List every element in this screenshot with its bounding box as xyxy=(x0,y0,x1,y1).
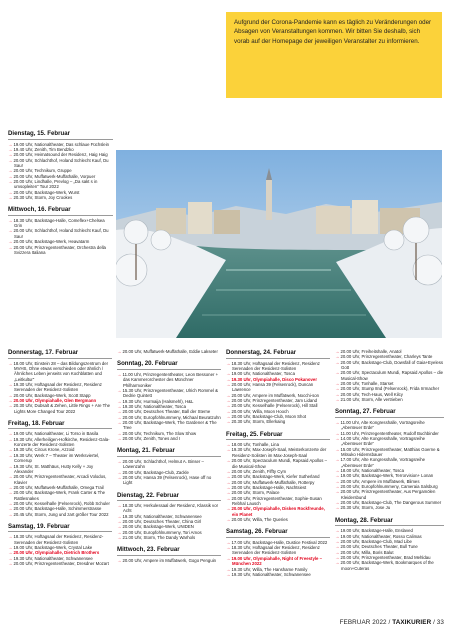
arrow-icon: → xyxy=(8,157,14,163)
event-item xyxy=(335,505,444,510)
event-text: 20.00 Uhr, Backstage-Club, Mad Libe xyxy=(340,538,412,544)
event-text: 19.30 Uhr, Hurmaija (Halsmehl), H&L xyxy=(122,398,194,404)
event-text: 20.00 Uhr, Muffatwerk-Muffathalle, Vorpuer xyxy=(13,173,96,179)
arrow-icon: → xyxy=(117,469,123,475)
arrow-icon: → xyxy=(335,446,341,452)
event-item xyxy=(335,370,444,381)
arrow-icon: → xyxy=(226,474,232,480)
event-text: 20.00 Uhr, Milla, Boris Balut xyxy=(340,549,394,555)
event-item xyxy=(8,403,112,414)
schedule-column-4 xyxy=(335,349,444,571)
event-text: 20.00 Uhr, Backstage-Club, Zackle xyxy=(122,469,189,475)
arrow-icon: → xyxy=(8,392,14,398)
event-text: 20.00 Uhr, Europfohlnummeny, Michaal Beuratzuhn xyxy=(122,414,221,420)
footer-brand: TAXIKURIER xyxy=(392,619,432,626)
arrow-icon: → xyxy=(8,447,14,453)
event-item xyxy=(335,397,444,402)
arrow-icon: → xyxy=(226,397,232,403)
event-item xyxy=(226,496,330,507)
event-text: 20.00 Uhr, Deutsches Theater, Bull Tune xyxy=(340,544,418,550)
event-text: 19.00 Uhr, Backstage-Werk, Terrorvision+ Lonan xyxy=(340,473,434,479)
event-item xyxy=(8,158,113,169)
day-heading: Freitag, 25. Februar xyxy=(226,431,330,441)
page-footer xyxy=(300,619,444,626)
arrow-icon: → xyxy=(226,442,232,448)
event-text: 17.00 Uhr, Alte Kongresshalle, Vortragsreihe „Abenteuer Erde“ xyxy=(340,457,426,468)
arrow-icon: → xyxy=(8,463,14,469)
event-text: 20.00 Uhr, Spectaculum Mundi, Rapsaid Apollos – die Musical-Show xyxy=(340,370,443,381)
event-text: 20.00 Uhr, Willa, The Queries xyxy=(231,516,288,522)
arrow-icon: → xyxy=(8,452,14,458)
arrow-icon: → xyxy=(8,189,14,195)
event-text: 20.00 Uhr, Tonhalle, Starset xyxy=(340,381,394,387)
footer-sep: / xyxy=(386,619,393,626)
event-item xyxy=(226,382,330,393)
event-text: 19.30 Uhr, Nationaltheater, Tosca xyxy=(122,403,186,409)
day-heading: Montag, 28. Februar xyxy=(335,517,444,527)
event-text: 20.00 Uhr, Backstage-Halle, Schimmerstrasse xyxy=(13,506,102,512)
arrow-icon: → xyxy=(117,398,123,404)
arrow-icon: → xyxy=(335,419,341,425)
arrow-icon: → xyxy=(335,505,341,511)
event-text: 20.00 Uhr, Storm, Palace xyxy=(231,490,280,496)
arrow-icon: → xyxy=(335,391,341,397)
arrow-icon: → xyxy=(117,503,123,509)
event-text: 20.00 Uhr, Backstage-Werk, Heavatarm xyxy=(13,239,90,245)
event-text: 20.00 Uhr, Freiheitshalle, Anatol xyxy=(340,349,402,354)
arrow-icon: → xyxy=(117,403,123,409)
event-text: 15.30 Uhr, Prinzregententheater, Ulrich Rommel & Dedrie Quintett xyxy=(122,387,219,399)
arrow-icon: → xyxy=(8,146,14,152)
event-text: 20.00 Uhr, Prinzregententheater, Charleys Tante xyxy=(340,354,433,360)
event-text: 20.00 Uhr, Heimatsound der Residenz, Haig Haig xyxy=(13,152,108,158)
event-text: 20.00 Uhr, Schlachthof, Holand Schlecht Kauf, Du Sau! xyxy=(13,157,109,168)
event-text: 14.00 Uhr, Alte Kongresshalle, Vortragsreihe „Abenteuer Erde“ xyxy=(340,435,426,447)
arrow-icon: → xyxy=(8,168,14,174)
day-heading: Mittwoch, 16. Februar xyxy=(8,206,113,216)
event-item xyxy=(226,458,330,469)
arrow-icon: → xyxy=(335,370,341,376)
arrow-icon: → xyxy=(335,430,341,436)
arrow-icon: → xyxy=(8,360,14,366)
event-item xyxy=(8,490,112,501)
arrow-icon: → xyxy=(117,557,123,563)
arrow-icon: → xyxy=(8,173,14,179)
event-item xyxy=(8,474,112,485)
event-text: 20.00 Uhr, Prinzregententheater, Sophie-Susan Rebhal Lausch xyxy=(231,495,322,506)
event-text: 19.00 Uhr, Backstage-Werk, Crystal Lake xyxy=(13,545,93,551)
event-text: 20.00 Uhr, Backstage-Club, The Dangerous Summer xyxy=(340,500,442,506)
event-text: 18.30 Uhr, Hoftagsaal der Residenz, Residenz Serenaden der Residenz-Solisten xyxy=(231,360,320,371)
day-heading: Dienstag, 15. Februar xyxy=(8,130,113,140)
arrow-icon: → xyxy=(8,403,14,409)
arrow-icon: → xyxy=(226,571,232,577)
arrow-icon: → xyxy=(226,495,232,501)
schedule-column-3 xyxy=(226,349,330,577)
arrow-icon: → xyxy=(117,474,123,480)
arrow-icon: → xyxy=(335,484,341,490)
event-text: 19.00 Uhr, Nationaltheater, Tosca xyxy=(231,371,295,377)
event-text: 20.00 Uhr, Backstage-Werk, Wurst xyxy=(13,189,80,195)
event-text: 20.00 Uhr, Kesselhalle (Felsenrock), Robb Schuler xyxy=(13,500,110,506)
event-item xyxy=(117,388,221,399)
arrow-icon: → xyxy=(117,419,123,425)
event-text: 20.00 Uhr, Stump 8nd (Felsenrock), Frida Irrmacher xyxy=(340,386,440,392)
event-text: 20.00 Uhr, Deutsches Theater, China Girl xyxy=(122,519,201,525)
event-text: 19.00 Uhr, Nationaltheater, Li Torso in Basila xyxy=(13,431,99,437)
event-text: 20.00 Uhr, Lindhalle, Prevlog – „Da sakt s in umsopleiten“ Tour 2022 xyxy=(13,178,98,190)
event-item xyxy=(117,459,221,470)
day-heading: Sonntag, 27. Februar xyxy=(335,408,444,418)
arrow-icon: → xyxy=(117,349,123,354)
arrow-icon: → xyxy=(226,360,232,366)
event-text: 19.00 Uhr, Backstage-Halle, Enslaved xyxy=(340,528,413,534)
event-text: 19.00 Uhr, Nationaltheater, Rosso Calimas xyxy=(340,533,422,539)
arrow-icon: → xyxy=(335,500,341,506)
event-text: 20.30 Uhr, Storm, Joy Crookes xyxy=(13,194,73,200)
event-text: 18.00 Uhr, Nationaltheater, Tosca xyxy=(340,468,404,474)
event-text: 19.30 Uhr, Nationaltheater, Schwanensee xyxy=(231,571,311,577)
arrow-icon: → xyxy=(8,490,14,496)
arrow-icon: → xyxy=(8,511,14,517)
arrow-icon: → xyxy=(117,435,123,441)
event-text: 20.00 Uhr, Schlachthof, Holand Schlecht Kauf, Du Sau! xyxy=(13,228,109,239)
arrow-icon: → xyxy=(117,529,123,535)
event-item xyxy=(8,561,112,566)
arrow-icon: → xyxy=(8,431,14,437)
arrow-icon: → xyxy=(226,447,232,453)
event-text: 20.00 Uhr, Muffatwerk-Muffathalle, Eddie Lakseter xyxy=(122,349,218,354)
arrow-icon: → xyxy=(226,419,232,425)
schedule-column-1 xyxy=(8,349,112,567)
event-text: 20.00 Uhr, Ampere im Muffatwerk, Blimes xyxy=(340,478,420,484)
event-item xyxy=(226,556,330,567)
event-text: 18.30 Uhr, Backstage-Halle, Comeflex+Chelsea Grin xyxy=(13,217,105,229)
arrow-icon: → xyxy=(226,539,232,545)
event-item xyxy=(335,420,444,431)
event-text: 20.00 Uhr, Backstage-Halle, Nachtsiest xyxy=(231,484,307,490)
arrow-icon: → xyxy=(226,555,232,561)
arrow-icon: → xyxy=(117,458,123,464)
arrow-icon: → xyxy=(226,490,232,496)
event-text: 20.00 Uhr, Europfohlnummeny, Cameraia Salsburg xyxy=(340,484,438,490)
event-text: 20.30 Uhr, Storm, Jose Ju xyxy=(340,505,391,511)
event-text: 20.00 Uhr, Spectaculum Mundi, Rapsaid Apollos – die Musical-Show xyxy=(231,458,328,469)
arrow-icon: → xyxy=(226,545,232,551)
winter-river-photo xyxy=(116,150,442,338)
event-text: 20.00 Uhr, Deutsches Theater, Ball der Sterne xyxy=(122,409,211,415)
day-heading: Donnerstag, 24. Februar xyxy=(226,349,330,359)
event-text: 19.30 Uhr, Willa, The Hanshame Family xyxy=(231,566,308,572)
event-text: 18.30 Uhr, Hoftagsaal der Residenz, Residenz Serenaden der Residenz-Solisten xyxy=(231,545,320,556)
event-item xyxy=(226,447,330,458)
event-item xyxy=(226,419,330,424)
arrow-icon: → xyxy=(8,550,14,556)
event-text: 20.00 Uhr, Ampere im Muffatwerk, Gogo Penguin xyxy=(122,557,217,563)
arrow-icon: → xyxy=(8,506,14,512)
footer-month: FEBRUAR 2022 xyxy=(339,619,387,626)
arrow-icon: → xyxy=(335,489,341,495)
event-text: 20.00 Uhr, Europfohlnummeny, Tori Amos xyxy=(122,529,202,535)
event-text: 18.00 Uhr, Einstein 28 – das Bildungszentrum der MVHS, Ohne etwas verschieden oder ähnlich / Ähnliches Leben jenseits von Kochblatten und „Leitkultur“ xyxy=(13,360,109,382)
event-item xyxy=(117,535,221,540)
arrow-icon: → xyxy=(8,239,14,245)
event-text: 19.40 Uhr, Zenith, Tim Bendzko xyxy=(13,146,74,152)
event-item xyxy=(117,349,221,354)
arrow-icon: → xyxy=(117,513,123,519)
arrow-icon: → xyxy=(335,354,341,360)
event-item xyxy=(335,560,444,571)
event-text: 20.00 Uhr, Prinzregententheater, Brad Mehldau xyxy=(340,555,431,560)
event-item xyxy=(8,195,113,200)
arrow-icon: → xyxy=(8,555,14,561)
event-text: 20.00 Uhr, Ampere im Muffatwerk, Nocchi-son xyxy=(231,392,320,398)
event-text: 15.00 Uhr, Prinzregententheater, Matthias Goerne & Mitsuko Hidemsbauer xyxy=(340,446,440,457)
arrow-icon: → xyxy=(226,408,232,414)
event-item xyxy=(335,457,444,468)
event-item xyxy=(335,436,444,447)
arrow-icon: → xyxy=(8,436,14,442)
arrow-icon: → xyxy=(8,484,14,490)
arrow-icon: → xyxy=(117,387,123,393)
arrow-icon: → xyxy=(117,430,123,436)
event-item xyxy=(117,503,221,514)
arrow-icon: → xyxy=(335,457,341,463)
arrow-icon: → xyxy=(8,545,14,551)
arrow-icon: → xyxy=(8,397,14,403)
notice-text: Aufgrund der Corona-Pandemie kann es täglich zu Veränderungen oder Absagen von Veranstaltungen kommen. Wir bitten Sie deshalb, sich vorab auf der Homepage der jeweiligen Veranstalter zu informieren. xyxy=(234,19,432,45)
event-text: 20.00 Uhr, Schlachthof, Helmut A. Binser – Löwenzahn xyxy=(122,458,204,470)
event-text: 19.30 Uhr, St. Matthäus, Hutty Kelly + Joy Alexander xyxy=(13,463,94,474)
event-text: 20.00 Uhr, Kesselhalle (Felsenrock), Hill Stall xyxy=(231,403,318,409)
event-text: 20.00 Uhr, Olympiahalle, Dietrich Brothers xyxy=(13,550,100,556)
arrow-icon: → xyxy=(117,535,123,541)
arrow-icon: → xyxy=(8,500,14,506)
event-text: 20.00 Uhr, Zenith, Tones and I xyxy=(122,435,180,441)
event-text: 20.00 Uhr, Olympiahalle, Glen Bergmann xyxy=(13,397,97,403)
event-text: 20.00 Uhr, Muffatwerk-Muffathalle, Rotterpy xyxy=(231,479,315,485)
arrow-icon: → xyxy=(335,555,341,560)
event-text: 19.30 Uhr, Hoftagsaal der Residenz, Residenz Serenaden der Residenz-Solisten xyxy=(13,381,102,393)
event-text: 18.30 Uhr, Herkulessaal der Residenz, Klassik vor Acht xyxy=(122,503,219,514)
event-text: 20.00 Uhr, Backstage-Werk, Frank Carter & The Rattlesnakes xyxy=(13,490,106,501)
event-text: 20.00 Uhr, Tech-Haus, Well Kilcy xyxy=(340,391,403,397)
winter-river-town-illustration xyxy=(116,150,442,338)
event-text: 20.00 Uhr, Backstage-Werk, UNIDEN xyxy=(122,524,194,530)
arrow-icon: → xyxy=(8,178,14,184)
event-text: 20.00 Uhr, Backstage-Club, Moon Shot xyxy=(231,413,307,419)
arrow-icon: → xyxy=(226,381,232,387)
event-text: 18.00 Uhr, Tonhalle, Lina xyxy=(231,442,279,448)
arrow-icon: → xyxy=(226,566,232,572)
arrow-icon: → xyxy=(117,524,123,530)
arrow-icon: → xyxy=(8,561,14,567)
event-item xyxy=(8,245,113,256)
event-text: 19.30 Uhr, Werk 7 – Theater im Werksviertel, Cornerup xyxy=(13,452,100,464)
arrow-icon: → xyxy=(335,468,341,474)
event-text: 17.00 Uhr, Backstage-Halle, Dustice Festival 2022 xyxy=(231,539,328,545)
arrow-icon: → xyxy=(226,371,232,377)
arrow-icon: → xyxy=(335,478,341,484)
arrow-icon: → xyxy=(226,392,232,398)
arrow-icon: → xyxy=(8,381,14,387)
arrow-icon: → xyxy=(335,359,341,365)
event-text: 21.00 Uhr, Storm, The Dandy Warhols xyxy=(122,535,196,541)
event-text: 20.00 Uhr, Hansa 39 (Felsenrock), Duncan Lawrence xyxy=(231,381,314,393)
arrow-icon: → xyxy=(335,349,341,354)
day-heading: Samstag, 19. Februar xyxy=(8,523,112,533)
event-text: 20.00 Uhr, Muffatwerk-Muffathalle, Omega Trail xyxy=(13,484,104,490)
event-item xyxy=(8,382,112,393)
arrow-icon: → xyxy=(226,403,232,409)
event-text: 20.00 Uhr, Prinzregententheater, Jam Lidand xyxy=(231,397,318,403)
event-text: 20.00 Uhr, Willa, Moon Hooch xyxy=(231,408,289,414)
event-item xyxy=(8,534,112,545)
day-heading: Donnerstag, 17. Februar xyxy=(8,349,112,359)
event-text: 11.00 Uhr, Alte Kongresshalle, Vortragsreihe „Abenteuer Erde“ xyxy=(340,419,425,431)
arrow-icon: → xyxy=(117,519,123,525)
arrow-icon: → xyxy=(226,484,232,490)
event-text: 20.00 Uhr, Prinzregententheater, Aus Pergamölen Kleidersbund xyxy=(340,489,436,500)
arrow-icon: → xyxy=(335,544,341,550)
event-item xyxy=(335,489,444,500)
event-text: 20.00 Uhr, Backstage-Werk, Bookmarques of the moon+Cuteras xyxy=(340,560,434,571)
arrow-icon: → xyxy=(226,479,232,485)
arrow-icon: → xyxy=(226,468,232,474)
event-text: 19.30 Uhr, Nationaltheater, Schwanensee xyxy=(13,555,93,561)
event-item xyxy=(117,475,221,486)
arrow-icon: → xyxy=(335,533,341,539)
event-item xyxy=(117,420,221,431)
event-item xyxy=(8,218,113,229)
arrow-icon: → xyxy=(8,228,14,234)
arrow-icon: → xyxy=(226,506,232,512)
event-text: 20.00 Uhr, Prinzregententheater, Orchestra della Svizzera Italiana xyxy=(13,244,106,255)
event-item xyxy=(8,361,112,382)
day-heading: Mittwoch, 23. Februar xyxy=(117,546,221,556)
event-text: 20.00 Uhr, Backstage-Club, Dowsfall of Gaia+Eyeless Gott xyxy=(340,359,444,371)
event-text: 20.00 Uhr, Technikum, Gruppe xyxy=(13,168,72,174)
event-item xyxy=(8,453,112,464)
event-text: 19.00 Uhr, Nationaltheater, Das schlaue Füchslein xyxy=(13,141,110,147)
event-text: 20.00 Uhr, Zenith, Fiffty Cym xyxy=(231,468,287,474)
arrow-icon: → xyxy=(8,152,14,158)
event-text: 19.30 Uhr, Nationaltheater, Schwanensee xyxy=(122,513,202,519)
event-text: 11.00 Uhr, Prinzregententheater, Leon Bessoner + das Kammerorchester des Münchner Philharmoniker xyxy=(122,371,219,388)
day-heading: Montag, 21. Februar xyxy=(117,447,221,457)
event-item xyxy=(8,512,112,517)
arrow-icon: → xyxy=(8,534,14,540)
arrow-icon: → xyxy=(8,141,14,147)
event-item xyxy=(226,506,330,517)
arrow-icon: → xyxy=(335,560,341,566)
arrow-icon: → xyxy=(335,386,341,392)
event-text: 20.00 Uhr, Backstage-Werk, Kiefer Sutherland xyxy=(231,474,320,480)
event-item xyxy=(117,436,221,441)
arrow-icon: → xyxy=(226,413,232,419)
footer-page: / 33 xyxy=(431,619,444,626)
arrow-icon: → xyxy=(226,376,232,382)
event-item xyxy=(335,360,444,371)
arrow-icon: → xyxy=(8,244,14,250)
event-text: 20.30 Uhr, Storm, Ellerkaing xyxy=(231,419,286,425)
schedule-column-top-left xyxy=(8,130,113,255)
event-text: 19.30 Uhr, Max-Joseph-Saal, Meisterkonzerte der Residenz-Solisten im Max-Joseph-Saal xyxy=(231,447,327,458)
arrow-icon: → xyxy=(117,409,123,415)
event-text: 18.30 Uhr, Hoftagsaal der Residenz, Residenz-Serenaden der Residenz-Solisten xyxy=(13,534,104,545)
arrow-icon: → xyxy=(226,458,232,464)
arrow-icon: → xyxy=(335,528,341,534)
day-heading: Samstag, 26. Februar xyxy=(226,528,330,538)
event-text: 19.30 Uhr, Circus Krone, Azzoid xyxy=(13,447,75,453)
event-text: 20.00 Uhr, Backstage-Werk, Scott Stapp xyxy=(13,392,91,398)
event-text: 20.45 Uhr, Storm, Jung und zart größer Tour 2022 xyxy=(13,511,109,517)
day-heading: Freitag, 18. Februar xyxy=(8,420,112,430)
event-item xyxy=(8,464,112,475)
event-item xyxy=(335,447,444,458)
event-item xyxy=(8,228,113,239)
day-heading: Dienstag, 22. Februar xyxy=(117,492,221,502)
event-item xyxy=(117,372,221,388)
event-item xyxy=(117,558,221,563)
event-item xyxy=(226,361,330,372)
arrow-icon: → xyxy=(335,397,341,403)
event-text: 20.00 Uhr, Prinzregententheater, Dresdner Mozart xyxy=(13,561,109,567)
arrow-icon: → xyxy=(117,414,123,420)
day-heading: Sonntag, 20. Februar xyxy=(117,360,221,370)
arrow-icon: → xyxy=(117,371,123,377)
arrow-icon: → xyxy=(8,217,14,223)
arrow-icon: → xyxy=(226,516,232,522)
event-text: 20.00 Uhr, Hansa 39 (Felsenrock), Hase off no Light xyxy=(122,474,212,486)
event-text: 20.00 Uhr, Backstage-Werk, The Gardener & The Tree xyxy=(122,419,217,431)
schedule-column-2 xyxy=(117,349,221,563)
arrow-icon: → xyxy=(8,474,14,480)
event-item xyxy=(226,572,330,577)
event-text: 20.30 Uhr, Dubsalt & Zehen, Little Rings + Are The Lights More Changed Tour 2022 xyxy=(13,403,111,414)
event-text: 20.00 Uhr, Prinzregententheater, Arcadi Volodos, Klavier xyxy=(13,474,107,485)
event-text: 20.00 Uhr, Olympiahalle, Disken Rockfreunde, ein Planet xyxy=(231,506,325,517)
arrow-icon: → xyxy=(8,194,14,200)
event-text: 19.00 Uhr, Olympiahalle, Night of Freestyle – München 2022 xyxy=(231,555,323,567)
event-item xyxy=(8,437,112,448)
arrow-icon: → xyxy=(335,381,341,387)
event-item xyxy=(226,545,330,556)
event-item xyxy=(226,517,330,522)
arrow-icon: → xyxy=(335,549,341,555)
arrow-icon: → xyxy=(335,435,341,441)
arrow-icon: → xyxy=(335,473,341,479)
event-text: 11.00 Uhr, Prinzregententheater, Rudolf Buchbinder xyxy=(340,430,439,436)
event-text: 20.00 Uhr, Technikum, The Slow Show xyxy=(122,430,197,436)
event-text: 19.30 Uhr, Olympiahalle, Disco Pokanover xyxy=(231,376,317,382)
event-item xyxy=(8,179,113,190)
event-text: 21.00 Uhr, Storm, Alle vertrieben xyxy=(340,397,403,403)
arrow-icon: → xyxy=(335,538,341,544)
corona-notice xyxy=(226,12,442,98)
event-text: 19.30 Uhr, Allerheiligen-Hofkirche, Residenz-Gala-Konzerte der Residenz-Solisten xyxy=(13,436,110,448)
